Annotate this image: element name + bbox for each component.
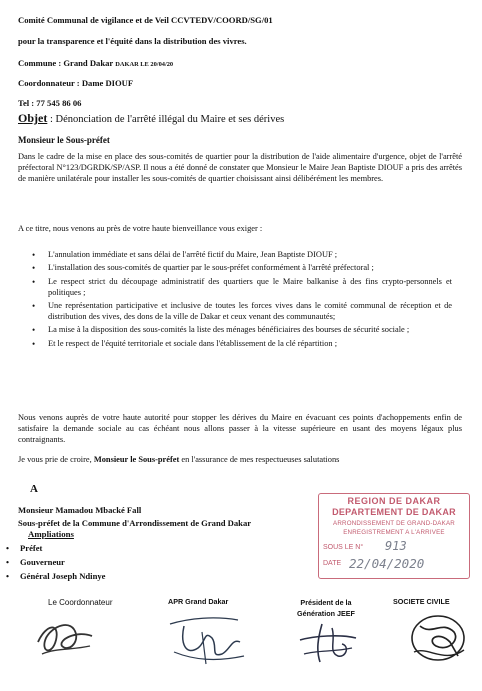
signature-jeef [292, 618, 364, 668]
signature-caption-apr: APR Grand Dakar [168, 597, 229, 606]
signature-caption-civil-society: SOCIETE CIVILE [393, 597, 450, 606]
subject-line [18, 111, 284, 126]
closing-recipient: Monsieur le Sous-préfet [93, 455, 180, 464]
paragraph-context: Dans le cadre de la mise en place des sous-comités de quartier pour la distribution de l'aide alimentaire d'urgence, objet de l'arrêté préfectoral N°123/DGRDK/SP/ASP. Il nous a été donné de constater que Monsieur le Maire Jean Baptiste DIOUF a pris des arrêtés de manière unilatérale pour installer les sous-comités de quartier choisissant ainsi délibérément les membres. [18, 152, 462, 183]
commune-date: DAKAR LE 20/04/20 [115, 61, 174, 68]
stamp-number-value: 913 [385, 539, 407, 553]
subject-label: Objet [18, 111, 48, 125]
header-phone: Tel : 77 545 86 06 [18, 98, 82, 108]
paragraph-request: Nous venons auprès de votre haute autorité pour stopper les dérives du Maire en évacuant ces points d'achoppements enfin de satisfaire la demande sociale au cas échéant nous allons passer à la vitesse supérieure en usant des moyens légaux plus contraignants. [18, 413, 462, 444]
list-item: • Préfet [6, 541, 105, 555]
ampliations-heading: Ampliations [28, 529, 74, 539]
list-item: • Gouverneur [6, 555, 105, 569]
list-item: • Général Joseph Ndinye [6, 569, 105, 583]
closing-text-end: en l'assurance de mes respectueuses salutations [179, 455, 340, 464]
list-item: • L'installation des sous-comités de quartier par le sous-préfet conformément à l'arrêté préfectoral ; [22, 263, 452, 274]
paragraph-intro: A ce titre, nous venons au près de votre haute bienveillance vous exiger : [18, 224, 263, 233]
header-commune [18, 58, 173, 68]
list-item: • La mise à la disposition des sous-comités la liste des ménages bénéficiaires des bourses de sécurité sociale ; [22, 325, 452, 336]
list-item: • L'annulation immédiate et sans délai de l'arrêté fictif du Maire, Jean Baptiste DIOUF ; [22, 250, 452, 261]
recipient-title: Sous-préfet de la Commune d'Arrondissement de Grand Dakar [18, 518, 252, 528]
address-a: A [30, 483, 38, 495]
signature-caption-jeef: Président de la Génération JEEF [297, 598, 355, 618]
header-coordinator: Coordonnateur : Dame DIOUF [18, 78, 134, 88]
stamp-date-value: 22/04/2020 [349, 556, 425, 571]
signature-civil-society [398, 606, 478, 670]
stamp-region: REGION DE DAKAR [347, 496, 441, 506]
stamp-date-label: DATE [323, 560, 342, 567]
reception-stamp [318, 493, 470, 579]
ampliations-list [6, 541, 105, 583]
stamp-arrondissement: ARRONDISSEMENT DE GRAND-DAKAR [333, 520, 455, 527]
recipient-name: Monsieur Mamadou Mbacké Fall [18, 505, 142, 515]
salutation: Monsieur le Sous-préfet [18, 135, 110, 145]
closing-text-start: Je vous prie de croire, [18, 455, 94, 464]
stamp-department: DEPARTEMENT DE DAKAR [332, 507, 456, 517]
stamp-registration: ENREGISTREMENT A L'ARRIVEE [343, 529, 445, 536]
subject-text: : Dénonciation de l'arrêté illégal du Maire et ses dérives [47, 114, 285, 125]
demands-list [22, 250, 452, 352]
stamp-number-label: SOUS LE N° [323, 544, 364, 551]
commune-label: Commune : Grand Dakar [18, 58, 114, 68]
header-purpose: pour la transparence et l'équité dans la distribution des vivres. [18, 36, 247, 46]
signature-coordinator [32, 608, 102, 663]
list-item: • Le respect strict du découpage administratif des quartiers que le Maire balkanise à des fins crypto-personnels et politiques ; [22, 277, 452, 299]
header-committee: Comité Communal de vigilance et de Veil CCVTEDV/COORD/SG/01 [18, 15, 273, 25]
list-item: • Une représentation participative et inclusive de toutes les forces vives dans le comité communal de réception et de distribution des vives, des dons de la ville de Dakar et ceux venant des communautés; [22, 301, 452, 323]
paragraph-closing [18, 455, 462, 466]
signature-apr [160, 608, 250, 668]
list-item: • Et le respect de l'équité territoriale et sociale dans l'établissement de la clé répartition ; [22, 339, 452, 350]
signature-caption-coordinator: Le Coordonnateur [48, 598, 113, 607]
